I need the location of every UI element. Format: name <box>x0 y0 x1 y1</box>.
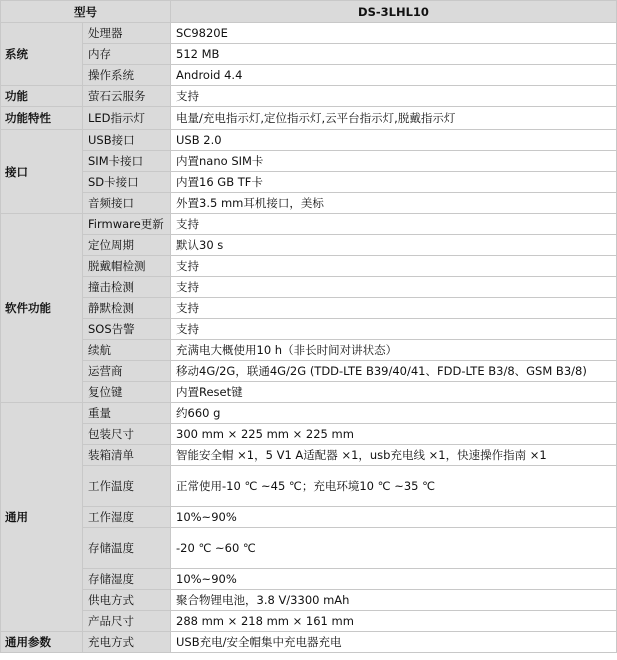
spec-key: 工作温度 <box>83 466 171 507</box>
spec-key: 音频接口 <box>83 193 171 214</box>
spec-key: 内存 <box>83 44 171 65</box>
spec-key: SOS告警 <box>83 319 171 340</box>
table-row <box>1 632 617 653</box>
table-row <box>1 193 617 214</box>
table-row <box>1 277 617 298</box>
table-row <box>1 86 617 107</box>
spec-key: SIM卡接口 <box>83 151 171 172</box>
table-row <box>1 445 617 466</box>
spec-key: 续航 <box>83 340 171 361</box>
spec-value: 聚合物锂电池，3.8 V/3300 mAh <box>171 590 617 611</box>
spec-key: USB接口 <box>83 130 171 151</box>
table-row <box>1 298 617 319</box>
spec-key: 产品尺寸 <box>83 611 171 632</box>
table-row <box>1 107 617 130</box>
table-row <box>1 590 617 611</box>
spec-key: Firmware更新 <box>83 214 171 235</box>
table-row <box>1 23 617 44</box>
spec-key: 撞击检测 <box>83 277 171 298</box>
spec-key: 脱戴帽检测 <box>83 256 171 277</box>
header-label: 型号 <box>1 1 171 23</box>
spec-key: 重量 <box>83 403 171 424</box>
spec-key: 供电方式 <box>83 590 171 611</box>
spec-key: 充电方式 <box>83 632 171 653</box>
spec-key: 运营商 <box>83 361 171 382</box>
spec-value: 支持 <box>171 86 617 107</box>
table-row <box>1 507 617 528</box>
table-row <box>1 340 617 361</box>
table-row <box>1 382 617 403</box>
spec-value: SC9820E <box>171 23 617 44</box>
spec-value: 约660 g <box>171 403 617 424</box>
spec-value: 内置nano SIM卡 <box>171 151 617 172</box>
spec-key: 萤石云服务 <box>83 86 171 107</box>
spec-key: 存储温度 <box>83 528 171 569</box>
spec-value: 10%~90% <box>171 569 617 590</box>
table-row <box>1 611 617 632</box>
table-row <box>1 403 617 424</box>
table-row <box>1 235 617 256</box>
spec-value: 支持 <box>171 214 617 235</box>
group-label: 通用 <box>1 403 83 632</box>
spec-value: 正常使用-10 ℃ ~45 ℃；充电环境10 ℃ ~35 ℃ <box>171 466 617 507</box>
spec-key: 工作湿度 <box>83 507 171 528</box>
spec-value: 支持 <box>171 277 617 298</box>
group-label: 功能 <box>1 86 83 107</box>
spec-value: 支持 <box>171 298 617 319</box>
spec-value: 支持 <box>171 319 617 340</box>
table-row <box>1 214 617 235</box>
table-row <box>1 172 617 193</box>
spec-value: 默认30 s <box>171 235 617 256</box>
spec-key: 包装尺寸 <box>83 424 171 445</box>
table-row <box>1 528 617 569</box>
spec-value: USB充电/安全帽集中充电器充电 <box>171 632 617 653</box>
table-row <box>1 569 617 590</box>
table-row <box>1 151 617 172</box>
spec-key: 存储湿度 <box>83 569 171 590</box>
spec-value: USB 2.0 <box>171 130 617 151</box>
group-label: 接口 <box>1 130 83 214</box>
header-row <box>1 1 617 23</box>
spec-key: 装箱清单 <box>83 445 171 466</box>
spec-key: 定位周期 <box>83 235 171 256</box>
spec-value: 外置3.5 mm耳机接口，美标 <box>171 193 617 214</box>
header-model: DS-3LHL10 <box>171 1 617 23</box>
table-row <box>1 44 617 65</box>
spec-body <box>1 23 617 653</box>
table-row <box>1 361 617 382</box>
table-row <box>1 256 617 277</box>
table-row <box>1 130 617 151</box>
group-label: 系统 <box>1 23 83 86</box>
spec-key: 处理器 <box>83 23 171 44</box>
spec-value: 10%~90% <box>171 507 617 528</box>
table-row <box>1 319 617 340</box>
spec-key: 复位键 <box>83 382 171 403</box>
spec-key: 操作系统 <box>83 65 171 86</box>
spec-value: 288 mm × 218 mm × 161 mm <box>171 611 617 632</box>
spec-value: 300 mm × 225 mm × 225 mm <box>171 424 617 445</box>
spec-key: SD卡接口 <box>83 172 171 193</box>
group-label: 通用参数 <box>1 632 83 653</box>
spec-value: 电量/充电指示灯,定位指示灯,云平台指示灯,脱戴指示灯 <box>171 107 617 130</box>
spec-value: Android 4.4 <box>171 65 617 86</box>
table-row <box>1 466 617 507</box>
table-row <box>1 65 617 86</box>
spec-value: -20 ℃ ~60 ℃ <box>171 528 617 569</box>
spec-value: 512 MB <box>171 44 617 65</box>
group-label: 软件功能 <box>1 214 83 403</box>
spec-value: 内置Reset键 <box>171 382 617 403</box>
spec-value: 内置16 GB TF卡 <box>171 172 617 193</box>
spec-key: 静默检测 <box>83 298 171 319</box>
spec-value: 充满电大概使用10 h（非长时间对讲状态） <box>171 340 617 361</box>
spec-value: 支持 <box>171 256 617 277</box>
spec-key: LED指示灯 <box>83 107 171 130</box>
group-label: 功能特性 <box>1 107 83 130</box>
table-row <box>1 424 617 445</box>
spec-value: 智能安全帽 ×1，5 V1 A适配器 ×1，usb充电线 ×1，快速操作指南 ×1 <box>171 445 617 466</box>
spec-value: 移动4G/2G，联通4G/2G (TDD-LTE B39/40/41、FDD-LTE B3/8、GSM B3/8) <box>171 361 617 382</box>
